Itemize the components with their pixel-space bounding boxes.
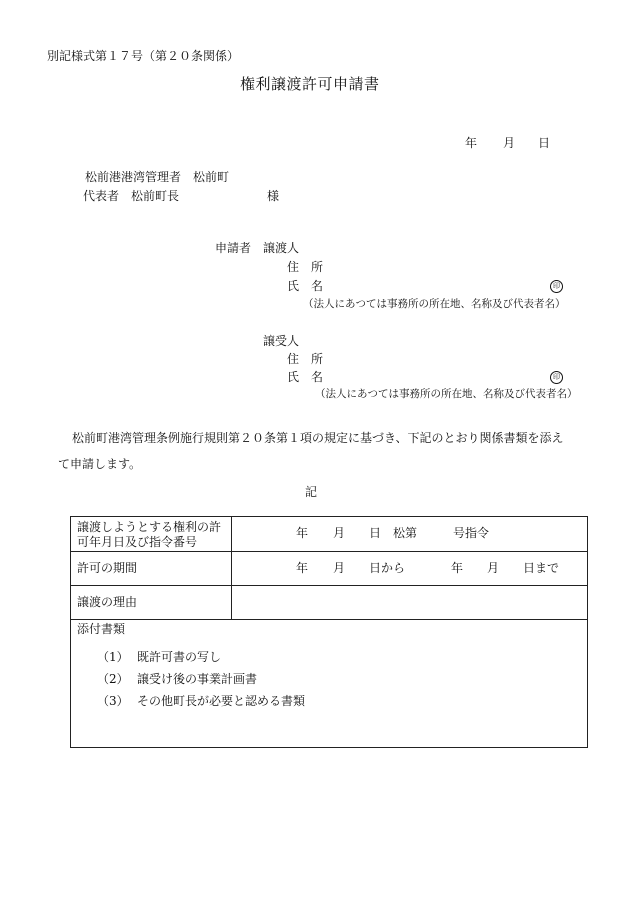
transferee-address-label: 住 所 [287, 352, 324, 366]
document-title: 権利譲渡許可申請書 [240, 75, 380, 93]
transferor-address-label: 住 所 [287, 260, 324, 274]
row2-label: 許可の期間 [77, 561, 138, 575]
row2-from-year: 年 [296, 561, 309, 575]
transferee-name-label: 氏 名 [287, 370, 324, 384]
row2-to-year: 年 [451, 561, 464, 575]
form-number: 別記様式第１７号（第２０条関係） [47, 49, 240, 63]
attachment-number: （3） [97, 694, 129, 708]
row1-matsu: 松第 [393, 526, 418, 540]
application-table [70, 516, 588, 748]
row2-to-month: 月 [487, 561, 500, 575]
attachment-text: 譲受け後の事業計画書 [137, 672, 258, 686]
addressee-line1: 松前港港湾管理者 松前町 [85, 170, 230, 184]
attachment-text: その他町長が必要と認める書類 [137, 694, 306, 708]
transferee-note: （法人にあつては事務所の所在地、名称及び代表者名） [315, 388, 578, 400]
ki-heading: 記 [305, 485, 318, 499]
date-day: 日 [538, 136, 551, 150]
table-column-divider [231, 517, 232, 619]
attachments-label: 添付書類 [77, 622, 126, 636]
addressee-honorific: 様 [267, 189, 280, 203]
row1-label-line1: 譲渡しようとする権利の許 [77, 520, 222, 534]
row1-year: 年 [296, 526, 309, 540]
applicant-label: 申請者 [215, 241, 252, 255]
body-line2: て申請します。 [58, 457, 142, 471]
transferee-seal-icon: 印 [550, 371, 563, 384]
transferor-seal-icon: 印 [550, 280, 563, 293]
transferor-note: （法人にあつては事務所の所在地、名称及び代表者名） [303, 298, 566, 310]
table-divider [71, 585, 587, 586]
row1-label-line2: 可年月日及び指令番号 [77, 535, 198, 549]
body-line1: 松前町港湾管理条例施行規則第２０条第１項の規定に基づき、下記のとおり関係書類を添え [72, 431, 564, 445]
transferor-label: 譲渡人 [263, 241, 300, 255]
addressee-line2: 代表者 松前町長 [83, 189, 180, 203]
row1-month: 月 [333, 526, 346, 540]
transferee-label: 譲受人 [263, 334, 300, 348]
row2-from-month: 月 [333, 561, 346, 575]
row1-number: 号指令 [453, 526, 490, 540]
table-divider [71, 551, 587, 552]
attachment-number: （1） [97, 650, 129, 664]
date-year: 年 [465, 136, 478, 150]
attachment-number: （2） [97, 672, 129, 686]
table-divider [71, 619, 587, 620]
row1-day: 日 [369, 526, 382, 540]
row2-from-day: 日から [369, 561, 406, 575]
row2-to-day: 日まで [523, 561, 560, 575]
date-month: 月 [503, 136, 516, 150]
attachment-text: 既許可書の写し [137, 650, 222, 664]
transferor-name-label: 氏 名 [287, 279, 324, 293]
row3-label: 譲渡の理由 [77, 595, 138, 609]
